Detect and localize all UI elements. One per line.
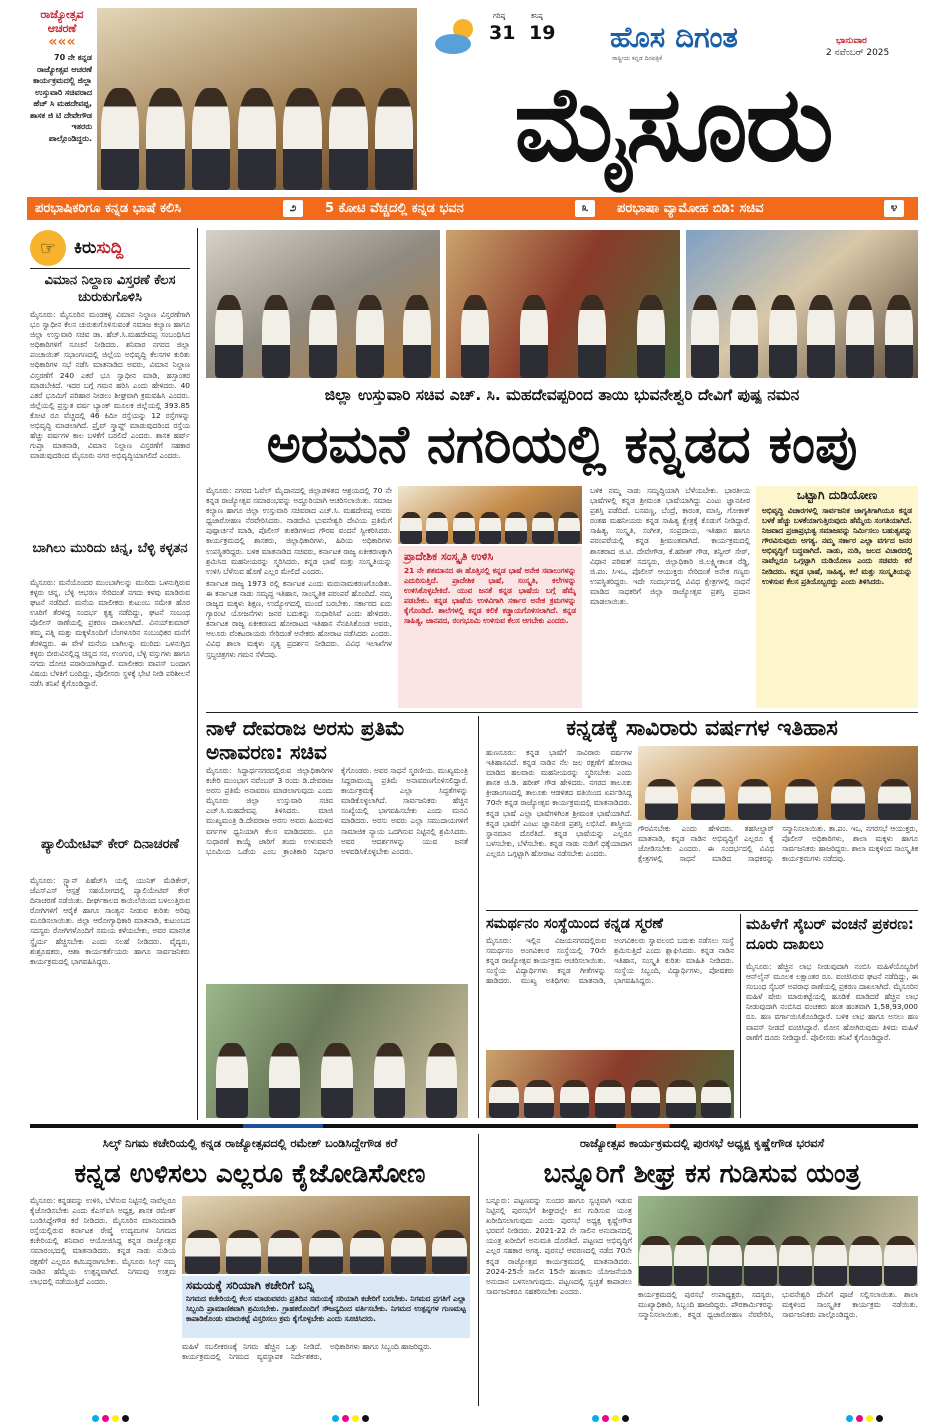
paper-tagline: ರಾಷ್ಟ್ರೀಯ ಕನ್ನಡ ದಿನಪತ್ರಿಕೆ: [612, 55, 663, 62]
silk-box-title: ಸಮಯಕ್ಕೆ ಸರಿಯಾಗಿ ಕಚೇರಿಗೆ ಬನ್ನಿ: [186, 1278, 315, 1292]
photo-strip-caption: ಜಿಲ್ಲಾ ಉಸ್ತುವಾರಿ ಸಚಿವ ಎಚ್. ಸಿ. ಮಹದೇವಪ್ಪರಿಂದ ತಾಯಿ ಭುವನೇಶ್ವರಿ ದೇವಿಗೆ ಪುಷ್ಪ ನಮನ: [324, 386, 800, 404]
regional-culture-body: 21 ನೇ ಶತಮಾನದ ಈ ಹೊತ್ತಿನಲ್ಲಿ ಕನ್ನಡ ಭಾಷೆ ಅನೇಕ ಸವಾಲುಗಳನ್ನು ಎದುರಿಸುತ್ತಿದೆ. ಪ್ರಾದೇಶಿಕ ಭಾಷೆ, ಸಂಸ್ಕೃತಿ, ಕಲೆಗಳನ್ನು ಉಳಿಸಿಕೊಳ್ಳಬೇಕಿದೆ. ಯುವ ಜನತೆ ಕನ್ನಡ ಭಾಷೆಯ ಬಗ್ಗೆ ಹೆಮ್ಮೆ ಪಡಬೇಕು. ಕನ್ನಡ ಭಾಷೆಯ ಉಳಿವಿಗಾಗಿ ಸರ್ಕಾರ ಅನೇಕ ಕ್ರಮಗಳನ್ನು ಕೈಗೊಂಡಿದೆ. ಶಾಲೆಗಳಲ್ಲಿ ಕನ್ನಡ ಕಲಿಕೆ ಕಡ್ಡಾಯಗೊಳಿಸಲಾಗಿದೆ. ಕನ್ನಡ ಸಾಹಿತ್ಯ, ಜಾನಪದ, ರಂಗಭೂಮಿ ಉಳಿಸುವ ಕೆಲಸ ಆಗಬೇಕು ಎಂದರು.: [404, 566, 576, 626]
bottom-divider: [478, 1134, 479, 1406]
mid-rule: [206, 712, 918, 713]
lead-photo-1: [206, 230, 440, 378]
lead-body-col2: ಕರ್ನಾಟಕ ರಾಜ್ಯ 1973 ರಲ್ಲಿ ಕರ್ನಾಟಕ ಎಂದು ಮರುನಾಮಕರಣಗೊಂಡಿತು. ಈ ಕರ್ನಾಟಕ ನಾಡು ಸಮೃದ್ಧ ಇತಿಹಾಸ, ಸಾಂಸ್ಕೃತಿಕ ಪರಂಪರೆ ಹೊಂದಿದೆ. ನಮ್ಮ ರಾಜ್ಯದ ಮಕ್ಕಳು ಶಿಕ್ಷಣ, ಉದ್ಯೋಗದಲ್ಲಿ ಮುಂದೆ ಬರಬೇಕು. ಸರ್ಕಾರದ ಐದು ಗ್ಯಾರಂಟಿ ಯೋಜನೆಗಳು ಜನರ ಬದುಕನ್ನು ಸುಧಾರಿಸಿವೆ ಎಂದು ಹೇಳಿದರು. ಕರ್ನಾಟಕ ರಾಜ್ಯ ಏಕೀಕರಣದ ಹೋರಾಟದ ಇತಿಹಾಸ ನೆನಪಿಸಿಕೊಂಡ ಅವರು, ಆಲೂರು ವೆಂಕಟರಾಯರು ಸೇರಿದಂತೆ ಅನೇಕರು ಹೋರಾಟ ನಡೆಸಿದರು ಎಂದರು. ವಿವಿಧ ಶಾಲಾ ಮಕ್ಕಳು ನೃತ್ಯ ಪ್ರದರ್ಶನ ನೀಡಿದರು. ವಿವಿಧ ಇಲಾಖೆಗಳ ಸ್ತಬ್ಧಚಿತ್ರಗಳು ಗಮನ ಸೆಳೆದವು.: [206, 578, 392, 659]
cyber-headline: ಮಹಿಳೆಗೆ ಸೈಬರ್ ವಂಚನೆ ಪ್ರಕರಣ: ದೂರು ದಾಖಲು: [746, 915, 914, 953]
badge-bottom: ಆಚರಣೆ: [47, 22, 77, 35]
kiru-rule: [30, 268, 190, 269]
registration-marks-left: [92, 1415, 129, 1422]
teaser-1-text: ಪರಭಾಷಿಕರಿಗೂ ಕನ್ನಡ ಭಾಷೆ ಕಲಿಸಿ: [35, 201, 182, 216]
devaraj-headline: ನಾಳೆ ದೇವರಾಜ ಅರಸು ಪ್ರತಿಮೆ ಅನಾವರಣ: ಸಚಿವ: [206, 716, 405, 764]
teaser-2[interactable]: [317, 197, 609, 220]
itihasa-body-left: ಹುಣಸೂರು: ಕನ್ನಡ ಭಾಷೆಗೆ ಸಾವಿರಾರು ವರ್ಷಗಳ ಇತಿಹಾಸವಿದೆ. ಕನ್ನಡ ನಾಡಿನ ನೆಲ ಜಲ ರಕ್ಷಣೆಗೆ ಹೋರಾಟ ಮಾಡಿದ ಹಲವಾರು ಮಹನೀಯರನ್ನು ಸ್ಮರಿಸಬೇಕು ಎಂದು ಶಾಸಕ ಜಿ.ಡಿ. ಹರೀಶ್ ಗೌಡ ಹೇಳಿದರು. ನಗರದ ತಾಲೂಕು ಕ್ರೀಡಾಂಗಣದಲ್ಲಿ ತಾಲೂಕು ಆಡಳಿತದ ವತಿಯಿಂದ ಏರ್ಪಡಿಸಿದ್ದ 70ನೇ ಕನ್ನಡ ರಾಜ್ಯೋತ್ಸವ ಕಾರ್ಯಕ್ರಮದಲ್ಲಿ ಮಾತನಾಡಿದರು. ಕನ್ನಡ ಭಾಷೆ ಎಲ್ಲಾ ಭಾಷೆಗಳಿಗಿಂತ ಶ್ರೀಮಂತ ಭಾಷೆಯಾಗಿದೆ. ಕನ್ನಡ ಭಾಷೆಗೆ ಎಂಟು ಜ್ಞಾನಪೀಠ ಪ್ರಶಸ್ತಿ ಲಭಿಸಿದೆ. ಶಾಸ್ತ್ರೀಯ ಸ್ಥಾನಮಾನ ದೊರೆತಿದೆ. ಕನ್ನಡ ಭಾಷೆಯನ್ನು ಎಲ್ಲರೂ ಬಳಸಬೇಕು, ಬೆಳೆಸಬೇಕು. ಕನ್ನಡ ನಾಡು ನುಡಿಗೆ ಧಕ್ಕೆಯಾದಾಗ ಎಲ್ಲರೂ ಒಗ್ಗಟ್ಟಾಗಿ ಹೋರಾಟ ನಡೆಸಬೇಕು ಎಂದರು.: [486, 748, 632, 858]
teaser-2-text: 5 ಕೋಟಿ ವೆಚ್ಚದಲ್ಲಿ ಕನ್ನಡ ಭವನ: [325, 201, 464, 216]
registration-marks-mid2: [592, 1415, 629, 1422]
teaser-3-page: ೪: [884, 200, 904, 217]
edition-title: ಮೈಸೂರು: [514, 63, 832, 185]
teaser-1-page: ೨: [283, 200, 303, 217]
issue-day: ಭಾನುವಾರ: [836, 36, 867, 46]
silk-body: ಮೈಸೂರು: ಕನ್ನಡವನ್ನು ಉಳಿಸಿ, ಬೆಳೆಸುವ ನಿಟ್ಟಿನಲ್ಲಿ ನಾವೆಲ್ಲರೂ ಕೈಜೋಡಿಸಬೇಕು ಎಂದು ಕೆಎಸ್‌ಐಸಿ ಅಧ್ಯಕ್ಷ, ಶಾಸಕ ರಮೇಶ್ ಬಂಡಿಸಿದ್ದೇಗೌಡ ಕರೆ ನೀಡಿದರು. ಮೈಸೂರಿನ ಮಾನಂದವಾಡಿ ರಸ್ತೆಯಲ್ಲಿರುವ ಕರ್ನಾಟಕ ರೇಷ್ಮೆ ಉದ್ಯಮಗಳ ನಿಗಮದ ಕಚೇರಿಯಲ್ಲಿ ಶನಿವಾರ ಆಯೋಜಿಸಿದ್ದ ಕನ್ನಡ ರಾಜ್ಯೋತ್ಸವ ಸಮಾರಂಭದಲ್ಲಿ ಮಾತನಾಡಿದರು. ಕನ್ನಡ ನಾಡು ನುಡಿಯ ರಕ್ಷಣೆಗೆ ಎಲ್ಲರೂ ಕಟಿಬದ್ಧರಾಗಬೇಕು. ಮೈಸೂರು ಸಿಲ್ಕ್ ನಮ್ಮ ನಾಡಿನ ಹೆಮ್ಮೆಯ ಉತ್ಪನ್ನವಾಗಿದೆ. ನಿಗಮವು ಉತ್ತಮ ಲಾಭದಲ್ಲಿ ನಡೆಯುತ್ತಿದೆ ಎಂದರು.: [30, 1196, 176, 1286]
teaser-3-text: ಪರಭಾಷಾ ವ್ಯಾಮೋಹ ಬಿಡಿ: ಸಚಿವ: [617, 201, 764, 216]
registration-marks-right: [846, 1415, 883, 1422]
rajyotsava-badge: [27, 8, 97, 50]
samarthanam-divider: [740, 914, 741, 1118]
story-palliative-title: ಪ್ಯಾಲಿಯೇಟಿವ್ ಕೇರ್ ದಿನಾಚರಣೆ: [41, 837, 179, 852]
itihasa-photo: [638, 746, 918, 820]
itihasa-body-right: ಗೌರವಿಸಬೇಕು ಎಂದು ಹೇಳಿದರು. ತಹಸೀಲ್ದಾರ್ ಮಾತನಾಡಿ, ಕನ್ನಡ ನಾಡಿನ ಅಭಿವೃದ್ಧಿಗೆ ಎಲ್ಲರೂ ಕೈ ಜೋಡಿಸಬೇಕು ಎಂದರು. ಈ ಸಂದರ್ಭದಲ್ಲಿ ವಿವಿಧ ಕ್ಷೇತ್ರಗಳಲ್ಲಿ ಸಾಧನೆ ಮಾಡಿದ ಸಾಧಕರನ್ನು ಸನ್ಮಾನಿಸಲಾಯಿತು. ತಾ.ಪಂ. ಇಒ, ನಗರಸಭೆ ಆಯುಕ್ತರು, ಪೊಲೀಸ್ ಅಧಿಕಾರಿಗಳು, ಶಾಲಾ ಮಕ್ಕಳು ಹಾಗೂ ಸಾರ್ವಜನಿಕರು ಹಾಜರಿದ್ದರು. ಶಾಲಾ ಮಕ್ಕಳಿಂದ ಸಾಂಸ್ಕೃತಿಕ ಕಾರ್ಯಕ್ರಮಗಳು ನಡೆದವು.: [638, 824, 918, 864]
section-accent-bar: [30, 1124, 918, 1128]
min-temp: 19: [529, 22, 556, 44]
paper-name: ಹೊಸ ದಿಗಂತ: [610, 20, 738, 54]
teaser-2-page: ೩: [575, 200, 595, 217]
sun-cloud-icon: [433, 16, 481, 56]
story-theft-body: ಮೈಸೂರು: ಮನೆಯೊಂದರ ಮುಂಬಾಗಿಲನ್ನು ಮುರಿದು ಒಳನುಗ್ಗಿರುವ ಕಳ್ಳರು ಚಿನ್ನ, ಬೆಳ್ಳಿ ಆಭರಣ ಸೇರಿದಂತೆ ನಗದು ಕಳವು ಮಾಡಿರುವ ಘಟನೆ ನಡೆದಿದೆ. ಮನೆಯ ಮಾಲೀಕರು ಕುಟುಂಬ ಸಮೇತ ಹೊರ ಊರಿಗೆ ತೆರಳಿದ್ದ ಸಂದರ್ಭ ಕೃತ್ಯ ನಡೆದಿದ್ದು, ಘಟನೆ ಸಂಬಂಧ ಪೊಲೀಸ್ ಠಾಣೆಯಲ್ಲಿ ಪ್ರಕರಣ ದಾಖಲಾಗಿದೆ. ವಿನಯ್‌ಕುಮಾರ್ ತಮ್ಮ ಪತ್ನಿ ಮತ್ತು ಮಕ್ಕಳೊಂದಿಗೆ ಬೆಂಗಳೂರಿನ ಸಂಬಂಧಿಕರ ಮನೆಗೆ ತೆರಳಿದ್ದರು. ಈ ವೇಳೆ ಮನೆಯ ಬಾಗಿಲನ್ನು ಮುರಿದು ಒಳನುಗ್ಗಿದ ಕಳ್ಳರು ಬೀರುವಿನಲ್ಲಿದ್ದ ಚಿನ್ನದ ಸರ, ಉಂಗುರ, ಬೆಳ್ಳಿ ವಸ್ತುಗಳು ಹಾಗೂ ನಗದು ದೋಚಿ ಪರಾರಿಯಾಗಿದ್ದಾರೆ. ಮಾಲೀಕರು ವಾಪಸ್ ಬಂದಾಗ ವಿಷಯ ಬೆಳಕಿಗೆ ಬಂದಿದ್ದು, ಪೊಲೀಸರು ಸ್ಥಳಕ್ಕೆ ಭೇಟಿ ನೀಡಿ ಪರಿಶೀಲನೆ ನಡೆಸಿ ತನಿಖೆ ಕೈಗೊಂಡಿದ್ದಾರೆ.: [30, 578, 190, 688]
teaser-bar: [27, 197, 918, 220]
chevron-icon: «««: [48, 34, 76, 50]
devaraj-divider: [478, 716, 479, 1118]
hand-icon: ☞: [30, 230, 66, 266]
yantra-body: ಬನ್ನೂರು: ಪಟ್ಟಣವನ್ನು ಸುಂದರ ಹಾಗೂ ಸ್ವಚ್ಛವಾಗಿ ಇಡುವ ನಿಟ್ಟಿನಲ್ಲಿ ಪುರಸಭೆಗೆ ಶೀಘ್ರದಲ್ಲೇ ಕಸ ಗುಡಿಸುವ ಯಂತ್ರ ಖರೀದಿಸಲಾಗುವುದು ಎಂದು ಪುರಸಭೆ ಅಧ್ಯಕ್ಷ ಕೃಷ್ಣೇಗೌಡ ಭರವಸೆ ನೀಡಿದರು. 2021-22 ನೇ ಸಾಲಿನ ಅನುದಾನದಲ್ಲಿ ಯಂತ್ರ ಖರೀದಿಗೆ ಅನುಮತಿ ದೊರೆತಿದೆ. ಪಟ್ಟಣದ ಅಭಿವೃದ್ಧಿಗೆ ಎಲ್ಲರ ಸಹಕಾರ ಅಗತ್ಯ. ಪುರಸಭೆ ಆವರಣದಲ್ಲಿ ನಡೆದ 70ನೇ ಕನ್ನಡ ರಾಜ್ಯೋತ್ಸವ ಕಾರ್ಯಕ್ರಮದಲ್ಲಿ ಮಾತನಾಡಿದರು. 2024-25ನೇ ಸಾಲಿನ 15ನೇ ಹಣಕಾಸು ಯೋಜನೆಯಡಿ ಅನುದಾನ ಬಳಸಲಾಗುವುದು. ಪಟ್ಟಣದಲ್ಲಿ ಸ್ವಚ್ಛತೆ ಕಾಪಾಡಲು ಸಾರ್ವಜನಿಕರೂ ಸಹಕರಿಸಬೇಕು ಎಂದರು.: [486, 1196, 632, 1296]
lead-photo-3: [686, 230, 918, 378]
story-airport-title: ವಿಮಾನ ನಿಲ್ದಾಣ ವಿಸ್ತರಣೆ ಕೆಲಸ ಚುರುಕುಗೊಳಿಸಿ: [44, 273, 176, 305]
lead-photo-group: [398, 486, 582, 544]
silk-tail: ಮಹಿಳೆ ಸಬಲೀಕರಣಕ್ಕೆ ನಿಗಮ ಹೆಚ್ಚಿನ ಒತ್ತು ನೀಡಿದೆ. ಕಾರ್ಯಕ್ರಮದಲ್ಲಿ ನಿಗಮದ ವ್ಯವಸ್ಥಾಪಕ ನಿರ್ದೇಶಕರು, ಅಧಿಕಾರಿಗಳು ಹಾಗೂ ಸಿಬ್ಬಂದಿ ಹಾಜರಿದ್ದರು.: [182, 1342, 432, 1362]
top-photo: [97, 8, 417, 190]
left-column-divider: [197, 228, 198, 1120]
registration-marks-mid: [332, 1415, 369, 1422]
devaraj-body: ಮೈಸೂರು: ಸಿದ್ದಾರ್ಥನಗರದಲ್ಲಿರುವ ಜಿಲ್ಲಾಧಿಕಾರಿಗಳ ಕಚೇರಿ ಮುಂಭಾಗ ನವೆಂಬರ್ 3 ರಂದು ಡಿ.ದೇವರಾಜ ಅರಸು ಪ್ರತಿಮೆ ಅನಾವರಣ ಮಾಡಲಾಗುವುದು ಎಂದು ಮೈಸೂರು ಜಿಲ್ಲಾ ಉಸ್ತುವಾರಿ ಸಚಿವ ಎಚ್.ಸಿ.ಮಹದೇವಪ್ಪ ತಿಳಿಸಿದರು. ಮಾಜಿ ಮುಖ್ಯಮಂತ್ರಿ ಡಿ.ದೇವರಾಜ ಅರಸು ಅವರು ಹಿಂದುಳಿದ ವರ್ಗಗಳ ಧ್ವನಿಯಾಗಿ ಕೆಲಸ ಮಾಡಿದವರು. ಭೂ ಸುಧಾರಣೆ ಕಾಯ್ದೆ ಜಾರಿಗೆ ತಂದು ಉಳುವವನೇ ಭೂಮಿಯ ಒಡೆಯ ಎಂಬ ಕ್ರಾಂತಿಕಾರಿ ನಿರ್ಧಾರ ಕೈಗೊಂಡರು. ಅವರ ಸಾಧನೆ ಸ್ಮರಣೀಯ. ಮುಖ್ಯಮಂತ್ರಿ ಸಿದ್ದರಾಮಯ್ಯ ಪ್ರತಿಮೆ ಅನಾವರಣಗೊಳಿಸಲಿದ್ದಾರೆ. ಕಾರ್ಯಕ್ರಮಕ್ಕೆ ಎಲ್ಲಾ ಸಿದ್ಧತೆಗಳನ್ನು ಮಾಡಿಕೊಳ್ಳಲಾಗಿದೆ. ಸಾರ್ವಜನಿಕರು ಹೆಚ್ಚಿನ ಸಂಖ್ಯೆಯಲ್ಲಿ ಭಾಗವಹಿಸಬೇಕು ಎಂದು ಮನವಿ ಮಾಡಿದರು. ಅರಸು ಅವರು ಎಲ್ಲಾ ಸಮುದಾಯಗಳಿಗೆ ಸಾಮಾಜಿಕ ನ್ಯಾಯ ಒದಗಿಸುವ ನಿಟ್ಟಿನಲ್ಲಿ ಶ್ರಮಿಸಿದರು. ಅವರ ಆದರ್ಶಗಳನ್ನು ಯುವ ಜನತೆ ಅಳವಡಿಸಿಕೊಳ್ಳಬೇಕು ಎಂದರು.: [206, 766, 468, 856]
cyber-body: ಮೈಸೂರು: ಹೆಚ್ಚಿನ ಲಾಭ ನೀಡುವುದಾಗಿ ನಂಬಿಸಿ ಮಹಿಳೆಯೊಬ್ಬರಿಗೆ ಆನ್‌ಲೈನ್ ಮೂಲಕ ಲಕ್ಷಾಂತರ ರೂ. ವಂಚಿಸಿರುವ ಘಟನೆ ನಡೆದಿದ್ದು, ಈ ಸಂಬಂಧ ಸೈಬರ್ ಅಪರಾಧ ಠಾಣೆಯಲ್ಲಿ ಪ್ರಕರಣ ದಾಖಲಾಗಿದೆ. ಮೈಸೂರಿನ ಮಹಿಳೆ ಷೇರು ಮಾರುಕಟ್ಟೆಯಲ್ಲಿ ಹೂಡಿಕೆ ಮಾಡಿದರೆ ಹೆಚ್ಚಿನ ಲಾಭ ನೀಡುವುದಾಗಿ ನಂಬಿಸಿದ ವಂಚಕರು ಹಂತ ಹಂತವಾಗಿ 1,58,93,000 ರೂ. ಹಣ ವರ್ಗಾಯಿಸಿಕೊಂಡಿದ್ದಾರೆ. ಬಳಿಕ ಲಾಭ ಹಾಗೂ ಅಸಲು ಹಣ ವಾಪಸ್ ನೀಡದೆ ವಂಚಿಸಿದ್ದಾರೆ. ಮೋಸ ಹೋಗಿರುವುದು ತಿಳಿದು ಮಹಿಳೆ ಠಾಣೆಗೆ ದೂರು ನೀಡಿದ್ದಾರೆ. ಪೊಲೀಸರು ತನಿಖೆ ಕೈಗೊಂಡಿದ್ದಾರೆ.: [746, 962, 918, 1042]
ottagi-title: ಒಟ್ಟಾಗಿ ದುಡಿಯೋಣ: [796, 488, 878, 502]
min-temp-label: ಕನಿಷ್ಠ: [531, 12, 543, 20]
kiru-label: ಕಿರು: [74, 238, 97, 258]
yantra-headline: ಬನ್ನೂರಿಗೆ ಶೀಘ್ರ ಕಸ ಗುಡಿಸುವ ಯಂತ್ರ: [543, 1159, 861, 1189]
samarthanam-body: ಮೈಸೂರು: ಇಲ್ಲಿನ ವಿಜಯನಗರದಲ್ಲಿರುವ ಸಮರ್ಥನಂ ಅಂಗವಿಕಲರ ಸಂಸ್ಥೆಯಲ್ಲಿ 70ನೇ ಕನ್ನಡ ರಾಜ್ಯೋತ್ಸವ ಕಾರ್ಯಕ್ರಮ ಆಚರಿಸಲಾಯಿತು. ಸಂಸ್ಥೆಯ ವಿದ್ಯಾರ್ಥಿಗಳು ಕನ್ನಡ ಗೀತೆಗಳನ್ನು ಹಾಡಿದರು. ಮುಖ್ಯ ಅತಿಥಿಗಳು ಮಾತನಾಡಿ, ಅಂಗವಿಕಲರು ಸ್ವಾವಲಂಬಿ ಬದುಕು ನಡೆಸಲು ಸಂಸ್ಥೆ ಶ್ರಮಿಸುತ್ತಿದೆ ಎಂದು ಶ್ಲಾಘಿಸಿದರು. ಕನ್ನಡ ನಾಡಿನ ಇತಿಹಾಸ, ಸಂಸ್ಕೃತಿ ಕುರಿತು ಮಾಹಿತಿ ನೀಡಿದರು. ಸಂಸ್ಥೆಯ ಸಿಬ್ಬಂದಿ, ವಿದ್ಯಾರ್ಥಿಗಳು, ಪೋಷಕರು ಭಾಗವಹಿಸಿದ್ದರು.: [486, 936, 734, 986]
regional-culture-title: ಪ್ರಾದೇಶಿಕ ಸಂಸ್ಕೃತಿ ಉಳಿಸಿ: [404, 550, 494, 563]
yantra-body2: ಕಾರ್ಯಕ್ರಮದಲ್ಲಿ ಪುರಸಭೆ ಉಪಾಧ್ಯಕ್ಷರು, ಸದಸ್ಯರು, ಮುಖ್ಯಾಧಿಕಾರಿ, ಸಿಬ್ಬಂದಿ ಹಾಜರಿದ್ದರು. ಪೌರಕಾರ್ಮಿಕರನ್ನು ಸನ್ಮಾನಿಸಲಾಯಿತು. ಕನ್ನಡ ಧ್ವಜಾರೋಹಣ ನೆರವೇರಿಸಿ, ಭುವನೇಶ್ವರಿ ದೇವಿಗೆ ಪೂಜೆ ಸಲ್ಲಿಸಲಾಯಿತು. ಶಾಲಾ ಮಕ್ಕಳಿಂದ ಸಾಂಸ್ಕೃತಿಕ ಕಾರ್ಯಕ್ರಮ ನಡೆಯಿತು. ಸಾರ್ವಜನಿಕರು ಪಾಲ್ಗೊಂಡಿದ್ದರು.: [638, 1290, 918, 1320]
silk-box-body: ನಿಗಮದ ಕಚೇರಿಯಲ್ಲಿ ಕೆಲಸ ಮಾಡುವವರು ಪ್ರತಿದಿನ ಸಮಯಕ್ಕೆ ಸರಿಯಾಗಿ ಕಚೇರಿಗೆ ಬರಬೇಕು. ನಿಗಮದ ಪ್ರಗತಿಗೆ ಎಲ್ಲಾ ಸಿಬ್ಬಂದಿ ಪ್ರಾಮಾಣಿಕವಾಗಿ ಶ್ರಮಿಸಬೇಕು. ಗ್ರಾಹಕರೊಂದಿಗೆ ಸೌಜನ್ಯದಿಂದ ವರ್ತಿಸಬೇಕು. ನಿಗಮದ ಉತ್ಪನ್ನಗಳ ಗುಣಮಟ್ಟ ಕಾಪಾಡಿಕೊಂಡು ಮಾರುಕಟ್ಟೆ ವಿಸ್ತರಿಸಲು ಕ್ರಮ ಕೈಗೊಳ್ಳಬೇಕು ಎಂದು ಸೂಚಿಸಿದರು.: [186, 1294, 466, 1324]
devaraj-press-photo: [206, 984, 468, 1118]
lead-headline: ಅರಮನೆ ನಗರಿಯಲ್ಲಿ ಕನ್ನಡದ ಕಂಪು: [266, 415, 858, 475]
top-photo-caption: 70 ನೇ ಕನ್ನಡ ರಾಜ್ಯೋತ್ಸವ ಆಚರಣೆ ಕಾರ್ಯಕ್ರಮದಲ್ಲಿ ಜಿಲ್ಲಾ ಉಸ್ತುವಾರಿ ಸಚಿವರಾದ ಹೆಚ್ ಸಿ ಮಹದೇವಪ್ಪ, ಶಾಸಕ ಜಿ ಟಿ ದೇವೇಗೌಡ ಇತರರು ಪಾಲ್ಗೊಂಡಿದ್ದರು.: [30, 53, 92, 143]
samarthanam-headline: ಸಮರ್ಥನಂ ಸಂಸ್ಥೆಯಿಂದ ಕನ್ನಡ ಸ್ಮರಣೆ: [486, 916, 663, 932]
story-palliative-body: ಮೈಸೂರು: ಸ್ಟ್ಯಾನ್ ಪಿಹೆಚ್‌ಸಿ ಯಲ್ಲಿ ಯುನಿಕ್ ಮೆಡಿಕೇರ್, ಜೆಎಸ್‌ಎಸ್ ಆಸ್ಪತ್ರೆ ಸಹಯೋಗದಲ್ಲಿ ಪ್ಯಾಲಿಯೇಟಿವ್ ಕೇರ್ ದಿನಾಚರಣೆ ನಡೆಯಿತು. ದೀರ್ಘಕಾಲದ ಕಾಯಿಲೆಯಿಂದ ಬಳಲುತ್ತಿರುವ ರೋಗಿಗಳಿಗೆ ಆರೈಕೆ ಹಾಗೂ ಸಾಂತ್ವನ ನೀಡುವ ಕುರಿತು ಅರಿವು ಮೂಡಿಸಲಾಯಿತು. ಜಿಲ್ಲಾ ಆರೋಗ್ಯಾಧಿಕಾರಿ ಮಾತನಾಡಿ, ಕುಟುಂಬದ ಸದಸ್ಯರು ರೋಗಿಗಳೊಂದಿಗೆ ಸಮಯ ಕಳೆಯಬೇಕು, ಅವರ ಮಾನಸಿಕ ಸ್ಥೈರ್ಯ ಹೆಚ್ಚಿಸಬೇಕು ಎಂದು ಸಲಹೆ ನೀಡಿದರು. ವೈದ್ಯರು, ಶುಶ್ರೂಷಕರು, ಆಶಾ ಕಾರ್ಯಕರ್ತೆಯರು ಹಾಗೂ ಸಾರ್ವಜನಿಕರು ಕಾರ್ಯಕ್ರಮದಲ್ಲಿ ಭಾಗವಹಿಸಿದ್ದರು.: [30, 876, 190, 966]
silk-headline: ಕನ್ನಡ ಉಳಿಸಲು ಎಲ್ಲರೂ ಕೈಜೋಡಿಸೋಣ: [74, 1159, 426, 1189]
teaser-3[interactable]: [609, 197, 918, 220]
yantra-photo: [638, 1196, 918, 1286]
story-airport-body: ಮೈಸೂರು: ಮೈಸೂರಿನ ಮಂಡಕಳ್ಳಿ ವಿಮಾನ ನಿಲ್ದಾಣ ವಿಸ್ತರಣೆಗಾಗಿ ಭೂ ಸ್ವಾಧೀನ ಕೆಲಸ ಚುರುಕುಗೊಳಿಸುವಂತೆ ಸಮಾಜ ಕಲ್ಯಾಣ ಹಾಗೂ ಜಿಲ್ಲಾ ಉಸ್ತುವಾರಿ ಸಚಿವ ಡಾ. ಹೆಚ್.ಸಿ.ಮಹದೇವಪ್ಪ ಸಂಬಂಧಿಸಿದ ಅಧಿಕಾರಿಗಳಿಗೆ ಸೂಚನೆ ನೀಡಿದರು. ಶನಿವಾರ ನಗರದ ಜಿಲ್ಲಾ ಪಂಚಾಯಿತ್ ಸಭಾಂಗಣದಲ್ಲಿ ಜಿಲ್ಲೆಯ ಅಭಿವೃದ್ಧಿ ಕೆಲಸಗಳ ಕುರಿತು ಅಧಿಕಾರಿಗಳ ಸಭೆ ನಡೆಸಿ ಮಾತನಾಡಿದ ಅವರು, ವಿಮಾನ ನಿಲ್ದಾಣ ವಿಸ್ತರಣೆಗೆ 240 ಎಕರೆ ಭೂ ಸ್ವಾಧೀನ ಮಾಡಿ, ಹಸ್ತಾಂತರ ಮಾಡಬೇಕಿದೆ. ಇದರ ಬಗ್ಗೆ ಗಮನ ಹರಿಸಿ ಎಂದು ಹೇಳಿದರು. 40 ಎಕರೆ ಭೂಮಿಗೆ ಪರಿಹಾರ ನೀಡಲು ಶೀಘ್ರವಾಗಿ ಕ್ರಮವಹಿಸಿ ಎಂದರು. ಜಿಲ್ಲೆಯಲ್ಲಿ ಪ್ರಸ್ತುತ ವರ್ಷ ಬ್ಯಾಂಕ್ ಮೂಲಕ ಜಿಲ್ಲೆಯಲ್ಲಿ 393.85 ಕೋಟಿ ರೂ ವೆಚ್ಚದಲ್ಲಿ 46 ಕಿಮೀ ರಸ್ತೆಯನ್ನು 12 ರಸ್ತೆಗಳನ್ನು ಅಭಿವೃದ್ಧಿ ಮಾಡಲಾಗಿದೆ. ಪ್ರೈವ್ ಸ್ಕ್ರಾಪ್ಡ್ ಮಾಡುವುದರಿಂದ ರಸ್ತೆಯ ಹೆಚ್ಚು ವರ್ಷಗಳ ಕಾಲ ಬಳಕೆಗೆ ಬರಲಿದೆ ಎಂದರು. ಶಾಸಕ ಹರ್ಷ್ ಗುಪ್ತಾ ಮಾತನಾಡಿ, ವಿಮಾನ ನಿಲ್ದಾಣ ವಿಸ್ತರಣೆಗೆ ಸಹಕಾರ ಮಾಡುವುದರಿಂದ ಮೈಸೂರು ನಗರ ಅಭಿವೃದ್ಧಿಯಾಗಲಿದೆ ಎಂದರು.: [30, 310, 190, 461]
max-temp: 31: [489, 22, 516, 44]
teaser-1[interactable]: [27, 197, 317, 220]
silk-photo: [182, 1196, 470, 1274]
story-theft-title: ಬಾಗಿಲು ಮುರಿದು ಚಿನ್ನ, ಬೆಳ್ಳಿ ಕಳ್ಳತನ: [32, 541, 188, 556]
issue-date: 2 ನವೆಂಬರ್ 2025: [826, 48, 890, 58]
suddi-label: ಸುದ್ದಿ: [96, 238, 124, 258]
silk-kicker: ಸಿಲ್ಕ್ ನಿಗಮ ಕಚೇರಿಯಲ್ಲಿ ಕನ್ನಡ ರಾಜ್ಯೋತ್ಸವದಲ್ಲಿ ರಮೇಶ್ ಬಂಡಿಸಿದ್ದೇಗೌಡ ಕರೆ: [102, 1136, 398, 1150]
itihasa-headline: ಕನ್ನಡಕ್ಕೆ ಸಾವಿರಾರು ವರ್ಷಗಳ ಇತಿಹಾಸ: [566, 716, 838, 741]
lead-photo-2: [446, 230, 680, 378]
yantra-kicker: ರಾಜ್ಯೋತ್ಸವ ಕಾರ್ಯಕ್ರಮದಲ್ಲಿ ಪುರಸಭೆ ಅಧ್ಯಕ್ಷ ಕೃಷ್ಣೇಗೌಡ ಭರವಸೆ: [579, 1136, 825, 1150]
badge-top: ರಾಜ್ಯೋತ್ಸವ: [40, 8, 84, 21]
itihasa-rule: [486, 910, 918, 911]
kiru-suddi-header: [30, 228, 190, 268]
lead-body-col1: ಮೈಸೂರು: ನಗರದ ಓವೆಲ್ ಮೈದಾನದಲ್ಲಿ ಜಿಲ್ಲಾಡಳಿತದ ಆಶ್ರಯದಲ್ಲಿ 70 ನೇ ಕನ್ನಡ ರಾಜ್ಯೋತ್ಸವ ಸಮಾರಂಭವನ್ನು ಅದ್ದೂರಿಯಾಗಿ ಆಚರಿಸಲಾಯಿತು. ಸಮಾಜ ಕಲ್ಯಾಣ ಹಾಗೂ ಜಿಲ್ಲಾ ಉಸ್ತುವಾರಿ ಸಚಿವರಾದ ಎಚ್.ಸಿ. ಮಹದೇವಪ್ಪ ಅವರು ಧ್ವಜಾರೋಹಣ ನೆರವೇರಿಸಿದರು. ನಾಡದೇವಿ ಭುವನೇಶ್ವರಿ ದೇವಿಯ ಪ್ರತಿಮೆಗೆ ಪುಷ್ಪಾರ್ಚನೆ ಮಾಡಿ, ಪೊಲೀಸ್ ತುಕಡಿಗಳಿಂದ ಗೌರವ ವಂದನೆ ಸ್ವೀಕರಿಸಿದರು. ಕಾರ್ಯಕ್ರಮದಲ್ಲಿ ಶಾಸಕರು, ಜಿಲ್ಲಾಧಿಕಾರಿಗಳು, ಹಿರಿಯ ಅಧಿಕಾರಿಗಳು ಉಪಸ್ಥಿತರಿದ್ದರು. ಬಳಿಕ ಮಾತನಾಡಿದ ಸಚಿವರು, ಕರ್ನಾಟಕ ರಾಜ್ಯ ಏಕೀಕರಣಕ್ಕಾಗಿ ಶ್ರಮಿಸಿದ ಮಹನೀಯರನ್ನು ಸ್ಮರಿಸಿದರು. ಕನ್ನಡ ಭಾಷೆ ಮತ್ತು ಸಂಸ್ಕೃತಿಯನ್ನು ಉಳಿಸಿ ಬೆಳೆಸುವ ಹೊಣೆ ಎಲ್ಲರ ಮೇಲಿದೆ ಎಂದರು. ಕರ್ನಾಟಕ ರಾಜ್ಯ 1973 ರಲ್ಲಿ ಕರ್ನಾಟಕ ಎಂದು ಮರುನಾಮಕರಣಗೊಂಡಿತು. ಈ ಕರ್ನಾಟಕ ನಾಡು ಸಮೃದ್ಧ ಇತಿಹಾಸ, ಸಾಂಸ್ಕೃತಿಕ ಪರಂಪರೆ ಹೊಂದಿದೆ. ನಮ್ಮ ರಾಜ್ಯದ ಮಕ್ಕಳು ಶಿಕ್ಷಣ, ಉದ್ಯೋಗದಲ್ಲಿ ಮುಂದೆ ಬರಬೇಕು. ಸರ್ಕಾರದ ಐದು ಗ್ಯಾರಂಟಿ ಯೋಜನೆಗಳು ಜನರ ಬದುಕನ್ನು ಸುಧಾರಿಸಿವೆ ಎಂದು ಹೇಳಿದರು. ಕರ್ನಾಟಕ ರಾಜ್ಯ ಏಕೀಕರಣದ ಹೋರಾಟದ ಇತಿಹಾಸ ನೆನಪಿಸಿಕೊಂಡ ಅವರು, ಆಲೂರು ವೆಂಕಟರಾಯರು ಸೇರಿದಂತೆ ಅನೇಕರು ಹೋರಾಟ ನಡೆಸಿದರು ಎಂದರು. ವಿವಿಧ ಶಾಲಾ ಮಕ್ಕಳು ನೃತ್ಯ ಪ್ರದರ್ಶನ ನೀಡಿದರು. ವಿವಿಧ ಇಲಾಖೆಗಳ ಸ್ತಬ್ಧಚಿತ್ರಗಳು ಗಮನ ಸೆಳೆದವು.: [206, 486, 392, 659]
ottagi-body: ಅಭಿವೃದ್ಧಿ ವಿಚಾರಗಳಲ್ಲಿ ಸಾರ್ವಜನಿಕ ಜಾಗೃತಿಗಾಗಿಯೂ ಕನ್ನಡ ಬಳಕೆ ಹೆಚ್ಚು ಬಳಕೆಯಾಗುತ್ತಿರುವುದು ಹೆಮ್ಮೆಯ ಸಂಗತಿಯಾಗಿದೆ. ನಿಜವಾದ ಪ್ರಜಾಪ್ರಭುತ್ವ ಸಮಾಜವನ್ನು ನಿರ್ಮಿಸಲು ಬಹುತ್ವವನ್ನು ಗೌರವಿಸುವುದು ಅಗತ್ಯ. ನಮ್ಮ ಸರ್ಕಾರ ಎಲ್ಲಾ ವರ್ಗದ ಜನರ ಅಭಿವೃದ್ಧಿಗೆ ಬದ್ಧವಾಗಿದೆ. ನಾಡು, ನುಡಿ, ಜಲದ ವಿಚಾರದಲ್ಲಿ ನಾವೆಲ್ಲರೂ ಒಗ್ಗಟ್ಟಾಗಿ ದುಡಿಯೋಣ ಎಂದು ಸಚಿವರು ಕರೆ ನೀಡಿದರು. ಕನ್ನಡ ಭಾಷೆ, ಸಾಹಿತ್ಯ, ಕಲೆ ಮತ್ತು ಸಂಸ್ಕೃತಿಯನ್ನು ಉಳಿಸುವ ಕೆಲಸ ಪ್ರತಿಯೊಬ್ಬರದ್ದು ಎಂದು ತಿಳಿಸಿದರು.: [762, 506, 912, 586]
lead-body-col3: ಬಳಿಕ ನಮ್ಮ ನಾಡು ಸಮೃದ್ಧಿಯಾಗಿ ಬೆಳೆಯಬೇಕು. ಭಾರತೀಯ ಭಾಷೆಗಳಲ್ಲಿ ಕನ್ನಡ ಶ್ರೀಮಂತ ಭಾಷೆಯಾಗಿದ್ದು ಎಂಟು ಜ್ಞಾನಪೀಠ ಪ್ರಶಸ್ತಿ ಪಡೆದಿದೆ. ಬಸವಣ್ಣ, ಬೆಂದ್ರೆ, ಕಾರಂತ, ಮಾಸ್ತಿ, ಗೋಕಾಕ್ ರಂತಹ ಮಹನೀಯರು ಕನ್ನಡ ಸಾಹಿತ್ಯ ಕ್ಷೇತ್ರಕ್ಕೆ ಕೊಡುಗೆ ನೀಡಿದ್ದಾರೆ. ಸಾಹಿತ್ಯ, ಸಂಸ್ಕೃತಿ, ಸಂಗೀತ, ಸಂಪ್ರದಾಯ, ಇತಿಹಾಸ ಹಾಗೂ ಪರಂಪರೆಯಲ್ಲಿ ಕನ್ನಡ ಶ್ರೀಮಂತವಾಗಿದೆ. ಕಾರ್ಯಕ್ರಮದಲ್ಲಿ ಶಾಸಕರಾದ ಜಿ.ಟಿ. ದೇವೇಗೌಡ, ಕೆ.ಹರೀಶ್ ಗೌಡ, ತನ್ವೀರ್ ಸೇಠ್, ವಿಧಾನ ಪರಿಷತ್ ಸದಸ್ಯರು, ಜಿಲ್ಲಾಧಿಕಾರಿ ಜಿ.ಲಕ್ಷ್ಮೀಕಾಂತ ರೆಡ್ಡಿ, ಜಿ.ಪಂ. ಸಿಇಒ, ಪೊಲೀಸ್ ಆಯುಕ್ತರು ಸೇರಿದಂತೆ ಅನೇಕ ಗಣ್ಯರು ಉಪಸ್ಥಿತರಿದ್ದರು. ಇದೇ ಸಂದರ್ಭದಲ್ಲಿ ವಿವಿಧ ಕ್ಷೇತ್ರಗಳಲ್ಲಿ ಸಾಧನೆ ಮಾಡಿದ ಸಾಧಕರಿಗೆ ಜಿಲ್ಲಾ ರಾಜ್ಯೋತ್ಸವ ಪ್ರಶಸ್ತಿ ಪ್ರದಾನ ಮಾಡಲಾಯಿತು.: [590, 486, 750, 607]
max-temp-label: ಗರಿಷ್ಠ: [493, 12, 506, 20]
samarthanam-photo: [486, 1050, 734, 1118]
